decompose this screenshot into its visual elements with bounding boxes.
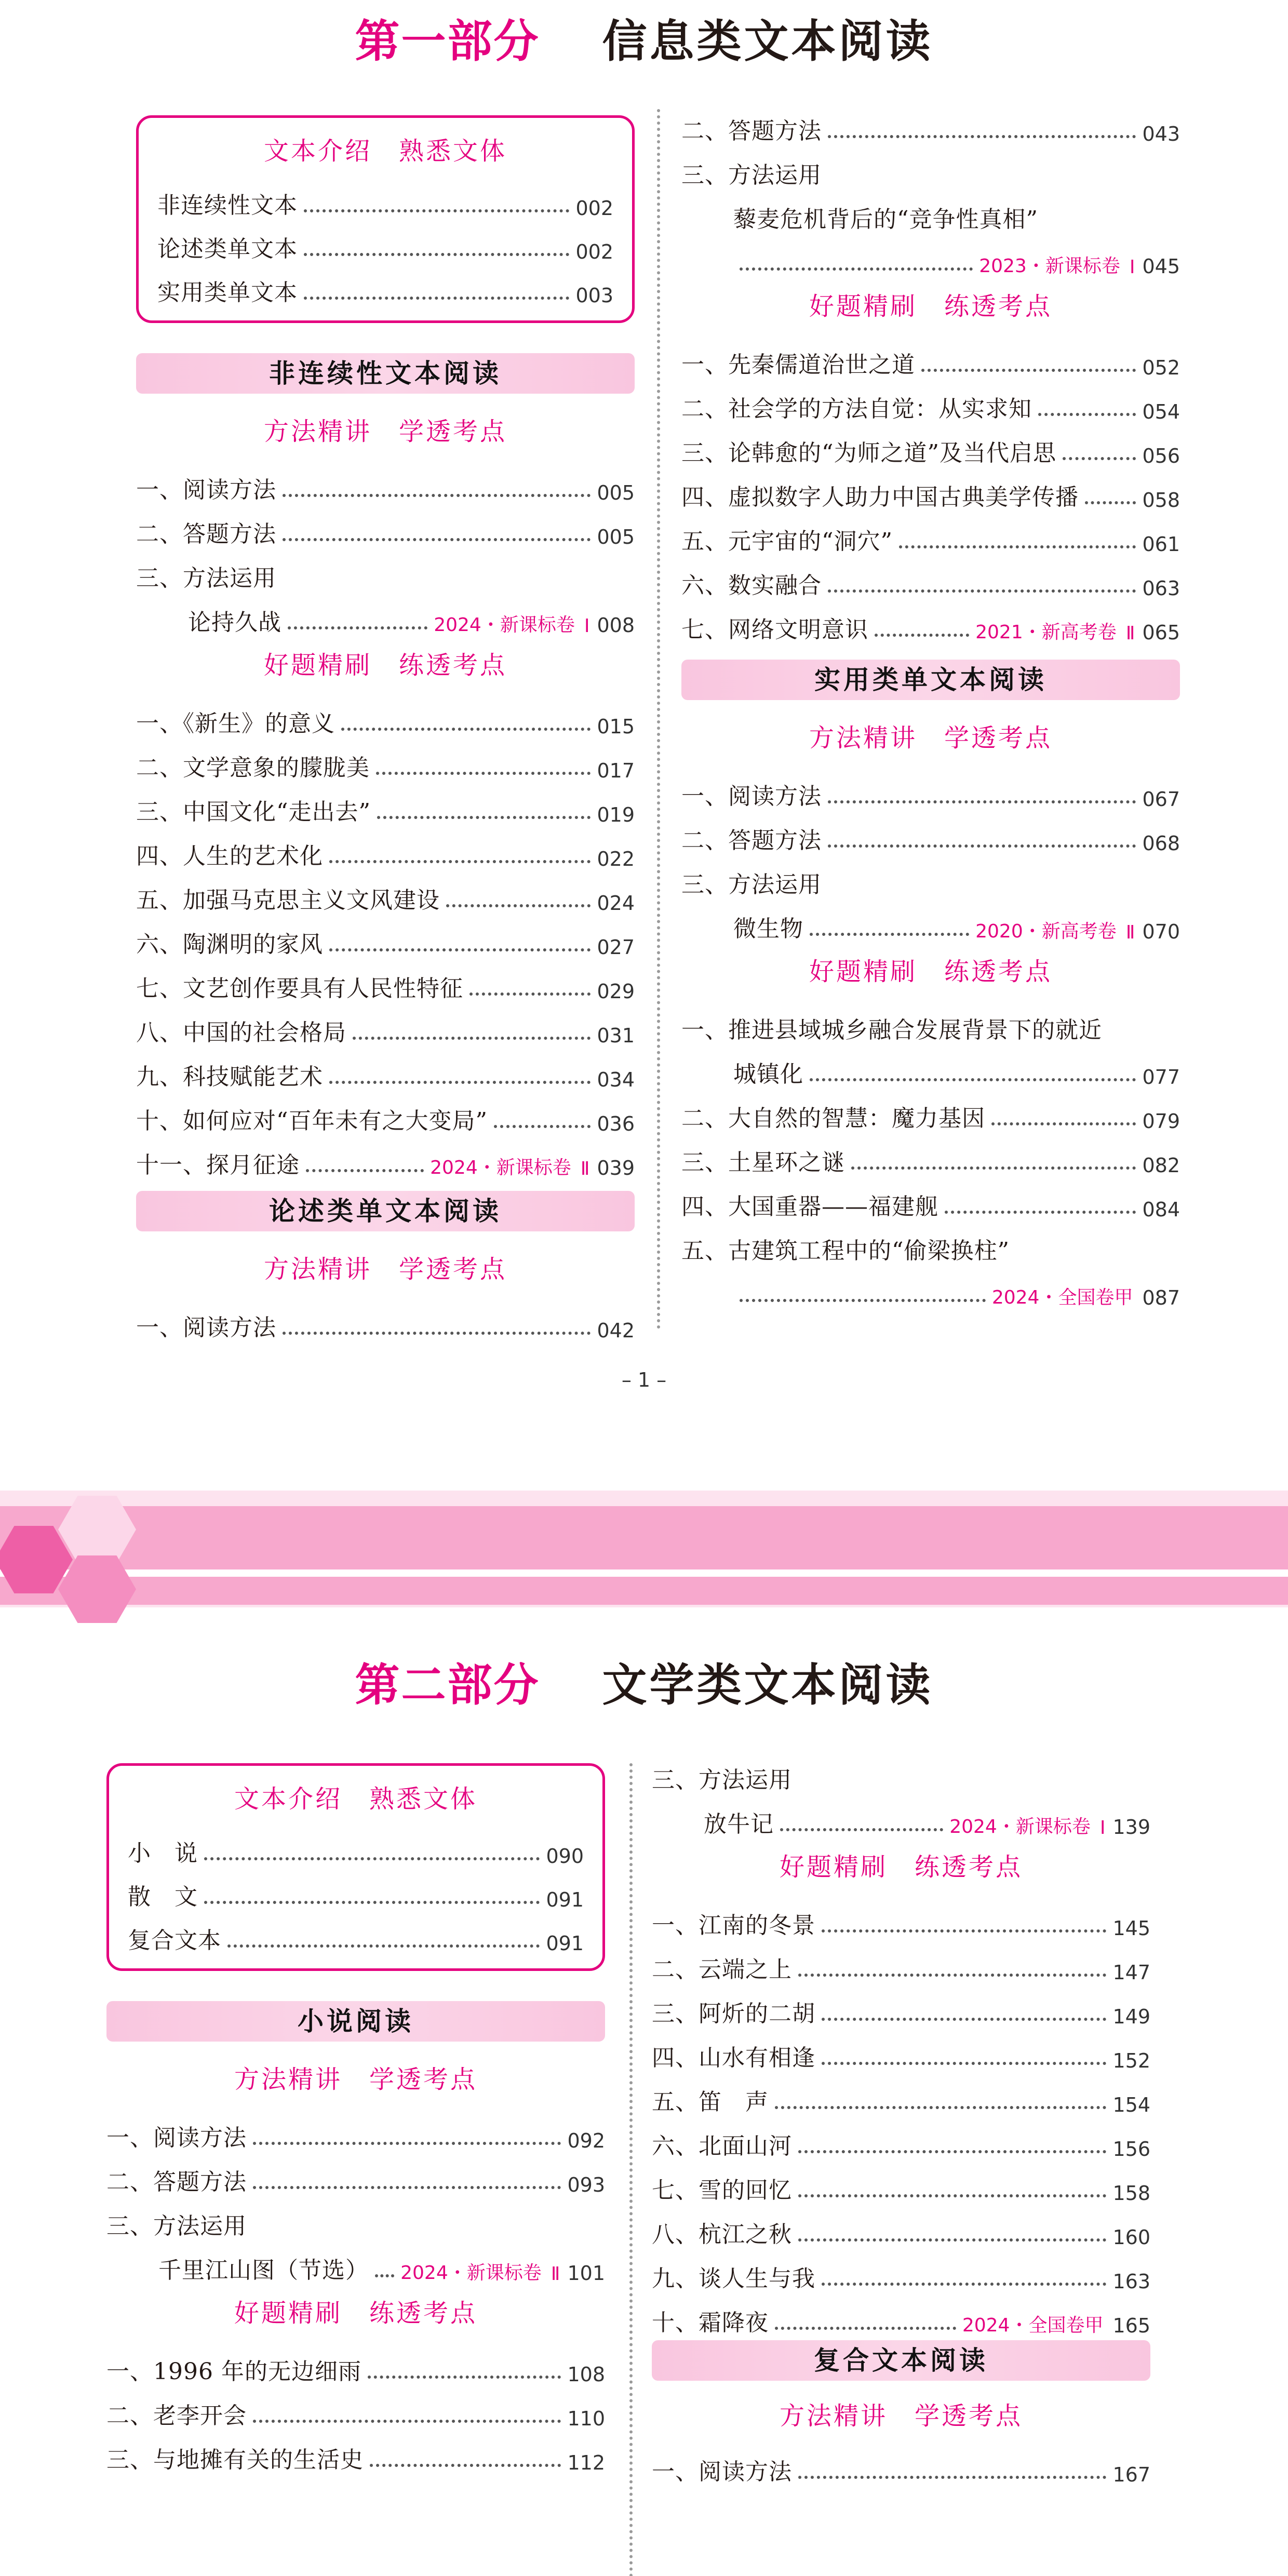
page-ref: 091	[546, 1932, 584, 1955]
toc-entry[interactable]	[157, 176, 613, 220]
dot-leader	[798, 2238, 1106, 2242]
part-label: 第一部分	[355, 15, 540, 68]
toc-entry[interactable]	[136, 826, 635, 870]
toc-entry-label: 六、北面山河	[652, 2133, 792, 2159]
toc-entry[interactable]	[652, 1750, 1150, 1794]
page-ref: 042	[597, 1319, 635, 1342]
page-ref: 056	[1142, 445, 1180, 467]
toc-entry-label: 二、大自然的智慧：魔力基因	[681, 1105, 985, 1132]
dot-leader	[810, 1078, 1136, 1081]
toc-entry[interactable]	[681, 1089, 1180, 1133]
page-ref: 152	[1112, 2049, 1150, 2072]
toc-entry[interactable]	[136, 593, 635, 637]
decorative-band	[0, 1491, 1288, 1607]
toc-entry[interactable]	[681, 767, 1180, 811]
toc-entry[interactable]	[681, 1000, 1180, 1044]
page-ref: 147	[1112, 1961, 1150, 1984]
toc-entry[interactable]	[681, 1221, 1180, 1265]
dot-leader	[376, 772, 591, 775]
dot-leader	[822, 2018, 1106, 2021]
exam-source: 2024・新课标卷	[434, 614, 575, 636]
toc-entry[interactable]	[652, 2028, 1150, 2072]
toc-entry[interactable]	[652, 1984, 1150, 2028]
toc-entry-label: 一、先秦儒道治世之道	[681, 352, 915, 378]
dot-leader	[822, 2283, 1106, 2286]
subsection-title: 方法精讲 学透考点	[809, 723, 1052, 753]
dot-leader	[899, 545, 1136, 548]
toc-entry[interactable]	[681, 379, 1180, 423]
toc-entry[interactable]	[681, 423, 1180, 467]
exam-paper-mark: Ⅱ	[580, 1158, 590, 1179]
part-name: 文学类文本阅读	[602, 1659, 933, 1711]
page-ref: 029	[597, 980, 635, 1003]
dot-leader	[798, 2150, 1106, 2153]
toc-entry-label: 二、答题方法	[681, 827, 822, 854]
dot-leader	[921, 369, 1136, 372]
page-ref: 052	[1142, 356, 1180, 379]
exam-paper-mark: Ⅰ	[584, 615, 590, 637]
intro-title: 文本介绍 熟悉文体	[263, 137, 507, 166]
exam-paper-mark: Ⅰ	[1129, 257, 1135, 278]
dot-leader	[283, 1332, 591, 1335]
toc-entry-label: 二、老李开会	[106, 2403, 247, 2429]
toc-entry[interactable]	[136, 694, 635, 738]
toc-entry-label: 十一、探月征途	[136, 1152, 300, 1178]
exam-source: 2023・新课标卷	[979, 256, 1120, 277]
toc-entry[interactable]	[652, 2249, 1150, 2293]
dot-leader	[810, 933, 969, 936]
dot-leader	[288, 626, 427, 629]
page-ref: 024	[597, 892, 635, 915]
section-bar: 论述类单文本阅读	[136, 1191, 635, 1231]
section-bar: 实用类单文本阅读	[681, 660, 1180, 700]
page-ref: 002	[575, 197, 613, 220]
toc-entry[interactable]	[681, 234, 1180, 278]
toc-entry[interactable]	[136, 1135, 635, 1179]
page-ref: 112	[567, 2451, 605, 2474]
toc-entry-label: 论述类单文本	[157, 236, 298, 262]
toc-entry[interactable]	[106, 2240, 605, 2285]
page-ref: 002	[575, 240, 613, 263]
dot-leader	[283, 494, 591, 497]
dot-leader	[828, 135, 1136, 138]
dot-leader	[375, 2274, 394, 2277]
toc-entry[interactable]	[652, 2442, 1150, 2486]
toc-entry-label: 复合文本	[128, 1927, 221, 1954]
toc-entry[interactable]	[681, 1133, 1180, 1177]
exam-source: 2024・全国卷甲	[991, 1287, 1133, 1308]
page-ref: 077	[1142, 1066, 1180, 1089]
page-ref: 063	[1142, 577, 1180, 600]
dot-leader	[494, 1125, 591, 1128]
toc-entry[interactable]	[136, 1047, 635, 1091]
toc-entry-label: 七、网络文明意识	[681, 616, 868, 643]
toc-entry-label: 小 说	[128, 1840, 198, 1867]
toc-entry[interactable]	[652, 2116, 1150, 2161]
dot-leader	[368, 2376, 561, 2379]
toc-entry-label: 一、阅读方法	[136, 477, 276, 503]
page-ref: 165	[1112, 2314, 1150, 2337]
toc-entry-label: 五、笛 声	[652, 2089, 769, 2115]
toc-entry[interactable]	[136, 1298, 635, 1342]
page-ref: 054	[1142, 400, 1180, 423]
section-bar: 非连续性文本阅读	[136, 353, 635, 394]
part-title	[0, 1649, 1288, 1713]
section-bar: 小说阅读	[106, 2001, 605, 2042]
column-divider	[629, 1763, 633, 2576]
page-ref: 110	[567, 2407, 605, 2430]
page-number: – 1 –	[621, 1369, 667, 1391]
page-ref: 022	[597, 848, 635, 870]
dot-leader	[353, 1037, 591, 1040]
page-ref: 017	[597, 759, 635, 782]
page-ref: 058	[1142, 489, 1180, 512]
page-ref: 034	[597, 1068, 635, 1091]
toc-entry-label: 四、人生的艺术化	[136, 843, 323, 869]
toc-entry-label: 城镇化	[733, 1061, 803, 1088]
dot-leader	[329, 860, 591, 863]
dot-leader	[851, 1166, 1136, 1170]
toc-entry-label: 五、加强马克思主义文风建设	[136, 887, 440, 914]
dot-leader	[283, 538, 591, 541]
exam-paper-mark: Ⅱ	[1125, 922, 1135, 943]
dot-leader	[945, 1211, 1136, 1214]
toc-entry[interactable]	[652, 1940, 1150, 1984]
toc-entry-label: 非连续性文本	[157, 192, 298, 219]
toc-entry[interactable]	[681, 855, 1180, 899]
page-ref: 093	[567, 2174, 605, 2196]
exam-paper-mark: Ⅱ	[551, 2263, 560, 2285]
section-bar: 复合文本阅读	[652, 2340, 1150, 2381]
toc-entry[interactable]	[136, 782, 635, 826]
page-ref: 101	[567, 2262, 605, 2285]
toc-entry[interactable]	[136, 548, 635, 593]
toc-entry-label: 三、论韩愈的“为师之道”及当代启思	[681, 440, 1056, 466]
page-ref: 154	[1112, 2094, 1150, 2116]
page-ref: 091	[546, 1888, 584, 1911]
toc-entry[interactable]	[652, 2161, 1150, 2205]
toc-entry-label: 散 文	[128, 1884, 198, 1910]
page-ref: 068	[1142, 832, 1180, 855]
exam-source: 2024・新课标卷	[430, 1157, 571, 1178]
page-ref: 045	[1142, 255, 1180, 278]
page-ref: 163	[1112, 2270, 1150, 2293]
toc-entry[interactable]	[136, 504, 635, 548]
left-column	[136, 115, 635, 1342]
exam-source: 2024・新课标卷	[949, 1816, 1091, 1837]
subsection-title: 好题精刷 练透考点	[779, 1853, 1023, 1882]
toc-entry-label: 实用类单文本	[157, 279, 298, 306]
page-ref: 003	[575, 284, 613, 307]
page-ref: 160	[1112, 2226, 1150, 2249]
toc-entry-label: 六、数实融合	[681, 572, 822, 599]
toc-entry[interactable]	[681, 1177, 1180, 1221]
toc-entry-label: 微生物	[733, 916, 803, 942]
dot-leader	[304, 297, 569, 300]
dot-leader	[991, 1122, 1136, 1125]
toc-entry-label: 五、古建筑工程中的“偷梁换柱”	[681, 1238, 1010, 1264]
toc-entry-label: 一、推进县域城乡融合发展背景下的就近	[681, 1017, 1102, 1043]
dot-leader	[204, 1857, 540, 1860]
toc-entry-label: 三、方法运用	[652, 1767, 792, 1793]
toc-entry[interactable]	[106, 2152, 605, 2196]
subsection-title: 方法精讲 学透考点	[779, 2401, 1023, 2431]
toc-entry[interactable]	[681, 1265, 1180, 1309]
toc-entry[interactable]	[681, 335, 1180, 379]
subsection-title: 好题精刷 练透考点	[809, 957, 1052, 986]
exam-source: 2024・新课标卷	[400, 2262, 542, 2284]
left-column	[106, 1763, 605, 2474]
toc-entry[interactable]	[136, 915, 635, 959]
toc-entry-label: 三、中国文化“走出去”	[136, 799, 371, 825]
toc-entry-label: 二、答题方法	[106, 2169, 247, 2195]
dot-leader	[329, 948, 591, 951]
toc-entry-label: 一、《新生》的意义	[136, 710, 335, 737]
subsection-title: 好题精刷 练透考点	[263, 651, 507, 680]
part-name: 信息类文本阅读	[602, 15, 933, 68]
dot-leader	[446, 904, 591, 907]
dot-leader	[227, 1944, 540, 1948]
toc-entry[interactable]	[681, 556, 1180, 600]
intro-box	[106, 1763, 605, 1971]
toc-entry[interactable]	[652, 2293, 1150, 2337]
toc-entry-label: 四、山水有相逢	[652, 2045, 815, 2071]
toc-entry-label: 七、雪的回忆	[652, 2177, 792, 2204]
toc-entry-label: 三、土星环之谜	[681, 1149, 845, 1176]
toc-entry[interactable]	[681, 190, 1180, 234]
toc-entry[interactable]	[128, 1911, 584, 1955]
part-label: 第二部分	[355, 1659, 540, 1711]
toc-entry-label: 九、谈人生与我	[652, 2265, 815, 2292]
subsection-title: 好题精刷 练透考点	[809, 292, 1052, 321]
page-ref: 039	[597, 1157, 635, 1179]
toc-entry-label: 十、如何应对“百年未有之大变局”	[136, 1108, 488, 1134]
page-ref: 036	[597, 1112, 635, 1135]
toc-entry-label: 二、社会学的方法自觉：从实求知	[681, 396, 1032, 422]
toc-entry-label: 一、阅读方法	[681, 783, 822, 810]
page-ref: 005	[597, 526, 635, 548]
dot-leader	[822, 2062, 1106, 2065]
dot-leader	[828, 844, 1136, 848]
subsection-title: 方法精讲 学透考点	[234, 2065, 477, 2094]
toc-entry[interactable]	[106, 2386, 605, 2430]
exam-source: 2020・新高考卷	[975, 921, 1117, 942]
toc-entry-label: 三、阿炘的二胡	[652, 2001, 815, 2027]
page-ref: 070	[1142, 920, 1180, 943]
page-ref: 092	[567, 2129, 605, 2152]
toc-entry[interactable]	[136, 870, 635, 915]
page-ref: 087	[1142, 1286, 1180, 1309]
toc-entry[interactable]	[681, 101, 1180, 145]
toc-entry-label: 八、杭江之秋	[652, 2221, 792, 2248]
intro-box	[136, 115, 635, 323]
toc-entry-label: 二、答题方法	[681, 118, 822, 144]
dot-leader	[304, 253, 569, 256]
toc-entry[interactable]	[136, 1091, 635, 1135]
toc-entry[interactable]	[681, 899, 1180, 943]
subsection-title: 方法精讲 学透考点	[263, 417, 507, 446]
page-ref: 008	[597, 614, 635, 637]
toc-entry-label: 二、答题方法	[136, 521, 276, 547]
toc-entry[interactable]	[652, 2205, 1150, 2249]
toc-entry-label: 十、霜降夜	[652, 2310, 769, 2336]
toc-entry-label: 二、云端之上	[652, 1956, 792, 1983]
toc-entry-label: 一、1996 年的无边细雨	[106, 2358, 361, 2385]
toc-entry[interactable]	[106, 2196, 605, 2240]
exam-paper-mark: Ⅰ	[1099, 1817, 1106, 1839]
page-ref: 149	[1112, 2005, 1150, 2028]
page-ref: 158	[1112, 2182, 1150, 2205]
toc-entry-label: 三、方法运用	[106, 2213, 247, 2239]
toc-entry-label: 放牛记	[704, 1811, 774, 1837]
page-ref: 084	[1142, 1198, 1180, 1221]
toc-entry[interactable]	[681, 145, 1180, 190]
toc-entry-label: 千里江山图（节选）	[158, 2257, 369, 2284]
toc-entry-label: 四、虚拟数字人助力中国古典美学传播	[681, 484, 1079, 511]
dot-leader	[780, 1828, 943, 1831]
dot-leader	[304, 209, 569, 212]
toc-entry-label: 五、元宇宙的“洞穴”	[681, 528, 893, 555]
dot-leader	[740, 1299, 986, 1302]
subsection-title: 好题精刷 练透考点	[234, 2299, 477, 2328]
toc-entry-label: 四、大国重器——福建舰	[681, 1193, 938, 1220]
exam-paper-mark: Ⅱ	[1125, 623, 1135, 644]
page-ref: 079	[1142, 1110, 1180, 1133]
toc-entry-label: 一、阅读方法	[652, 2459, 792, 2485]
dot-leader	[253, 2142, 561, 2145]
toc-entry-label: 藜麦危机背后的“竞争性真相”	[733, 206, 1038, 233]
toc-entry-label: 一、阅读方法	[106, 2125, 247, 2151]
page-ref: 061	[1142, 533, 1180, 556]
toc-entry-label: 八、中国的社会格局	[136, 1019, 346, 1046]
page-ref: 043	[1142, 123, 1180, 145]
dot-leader	[1063, 457, 1136, 460]
dot-leader	[798, 2476, 1106, 2479]
page-ref: 027	[597, 936, 635, 959]
page-ref: 067	[1142, 788, 1180, 811]
dot-leader	[306, 1169, 424, 1172]
dot-leader	[253, 2186, 561, 2189]
page-ref: 005	[597, 481, 635, 504]
toc-entry[interactable]	[681, 467, 1180, 512]
page-ref: 156	[1112, 2138, 1150, 2161]
page-ref: 065	[1142, 621, 1180, 644]
dot-leader	[1038, 413, 1136, 416]
right-column	[681, 101, 1180, 1309]
dot-leader	[329, 1081, 591, 1084]
toc-entry-label: 三、方法运用	[136, 565, 276, 592]
page-ref: 145	[1112, 1917, 1150, 1940]
dot-leader	[828, 589, 1136, 593]
toc-entry[interactable]	[652, 2072, 1150, 2116]
dot-leader	[828, 800, 1136, 803]
dot-leader	[341, 728, 591, 731]
dot-leader	[740, 267, 973, 271]
toc-entry[interactable]	[681, 1044, 1180, 1089]
dot-leader	[775, 2106, 1106, 2109]
toc-entry-label: 一、江南的冬景	[652, 1912, 815, 1939]
dot-leader	[1085, 501, 1136, 504]
toc-entry[interactable]	[681, 811, 1180, 855]
part-title	[0, 5, 1288, 70]
page-ref: 090	[546, 1845, 584, 1868]
page-ref: 015	[597, 715, 635, 738]
dot-leader	[370, 2464, 561, 2467]
toc-entry[interactable]	[136, 959, 635, 1003]
toc-entry[interactable]	[157, 263, 613, 307]
dot-leader	[377, 816, 591, 819]
intro-title: 文本介绍 熟悉文体	[234, 1785, 477, 1814]
dot-leader	[798, 1974, 1106, 1977]
toc-entry[interactable]	[106, 2108, 605, 2152]
exam-source: 2021・新高考卷	[975, 622, 1117, 643]
toc-entry[interactable]	[157, 220, 613, 263]
toc-entry-label: 六、陶渊明的家风	[136, 931, 323, 958]
toc-entry[interactable]	[128, 1824, 584, 1868]
page-ref: 019	[597, 803, 635, 826]
toc-entry-label: 论持久战	[188, 609, 281, 636]
toc-entry[interactable]	[652, 1896, 1150, 1940]
toc-entry-label: 三、与地摊有关的生活史	[106, 2447, 364, 2473]
toc-entry[interactable]	[136, 738, 635, 782]
toc-entry-label: 一、阅读方法	[136, 1314, 276, 1341]
toc-entry[interactable]	[681, 512, 1180, 556]
page-ref: 082	[1142, 1154, 1180, 1177]
toc-entry-label: 三、方法运用	[681, 162, 822, 189]
toc-entry-label: 二、文学意象的朦胧美	[136, 755, 370, 781]
dot-leader	[822, 1929, 1106, 1933]
dot-leader	[253, 2420, 561, 2423]
toc-entry[interactable]	[652, 1794, 1150, 1839]
subsection-title: 方法精讲 学透考点	[263, 1255, 507, 1284]
page-ref: 031	[597, 1024, 635, 1047]
toc-entry[interactable]	[136, 1003, 635, 1047]
page-ref: 167	[1112, 2463, 1150, 2486]
toc-page-2	[0, 1607, 1288, 2576]
dot-leader	[775, 2327, 956, 2330]
right-column	[652, 1750, 1150, 2486]
toc-entry[interactable]	[106, 2430, 605, 2474]
toc-entry[interactable]	[681, 600, 1180, 644]
toc-entry[interactable]	[106, 2342, 605, 2386]
column-divider	[657, 109, 660, 1330]
page-ref: 108	[567, 2363, 605, 2386]
dot-leader	[469, 992, 591, 996]
toc-entry-label: 三、方法运用	[681, 871, 822, 898]
exam-source: 2024・全国卷甲	[962, 2315, 1104, 2336]
dot-leader	[798, 2194, 1106, 2197]
page-ref: 139	[1112, 1816, 1150, 1839]
toc-entry-label: 七、文艺创作要具有人民性特征	[136, 975, 463, 1002]
toc-entry[interactable]	[136, 460, 635, 504]
toc-entry-label: 九、科技赋能艺术	[136, 1064, 323, 1090]
dot-leader	[875, 634, 969, 637]
toc-entry[interactable]	[128, 1868, 584, 1911]
dot-leader	[204, 1901, 540, 1904]
